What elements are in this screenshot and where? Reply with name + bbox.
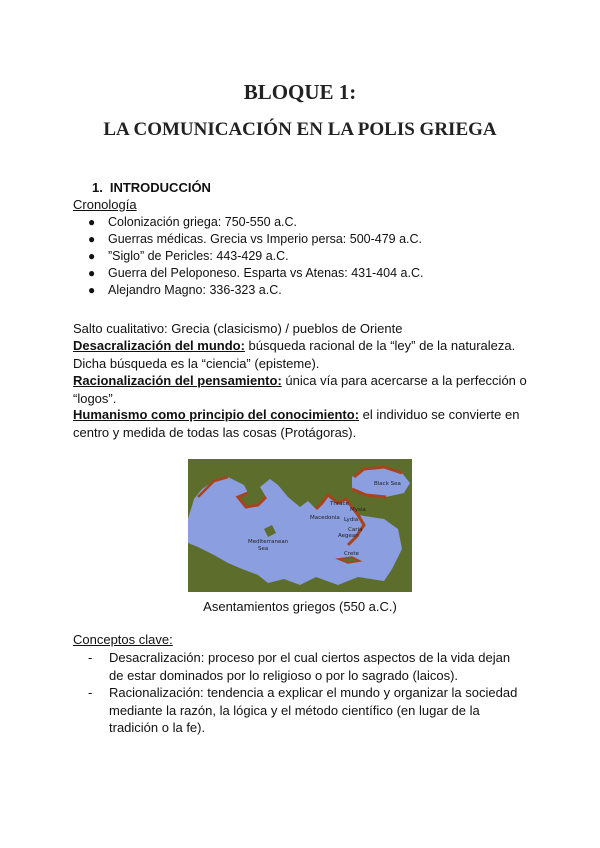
map-label-macedonia: Macedonia bbox=[310, 515, 340, 521]
bullet-icon: ● bbox=[88, 249, 96, 263]
map-label-aegean: Aegean bbox=[338, 533, 359, 539]
cronologia-label: Cronología bbox=[73, 197, 137, 212]
map-label-mysia: Mysia bbox=[350, 507, 366, 513]
list-item bbox=[88, 265, 423, 282]
list-item-text: Guerra del Peloponeso. Esparta vs Atenas: 431-404 a.C. bbox=[108, 266, 424, 280]
map-label-sea: Sea bbox=[258, 546, 269, 552]
list-item-text: ”Siglo” de Pericles: 443-429 a.C. bbox=[108, 249, 289, 263]
list-item bbox=[88, 214, 423, 231]
bullet-icon: ● bbox=[88, 232, 96, 246]
document-title: BLOQUE 1: bbox=[243, 80, 357, 104]
bullet-icon: ● bbox=[88, 215, 96, 229]
section-heading bbox=[92, 180, 211, 195]
bullet-icon: ● bbox=[88, 283, 96, 297]
dash-icon: - bbox=[88, 685, 93, 700]
list-item-text: Desacralización: proceso por el cual ciertos aspectos de la vida dejan de estar dominados por lo religioso o por lo sagrado (laicos). bbox=[109, 650, 511, 683]
list-item bbox=[88, 282, 423, 299]
humanismo-text: el individuo se convierte en centro y medida de todas las cosas (Protágoras). bbox=[73, 407, 520, 440]
bullet-icon: ● bbox=[88, 266, 96, 280]
racionalizacion-text: única vía para acercarse a la perfección o “logos”. bbox=[73, 373, 527, 406]
list-item-text: Racionalización: tendencia a explicar el mundo y organizar la sociedad mediante la razón, la lógica y el método científico (en lugar de la tradición o la fe). bbox=[109, 685, 518, 735]
conceptos-list bbox=[88, 649, 528, 737]
desacralizacion-text: búsqueda racional de la “ley” de la naturaleza. Dicha búsqueda es la “ciencia” (episteme). bbox=[73, 338, 516, 371]
conceptos-label: Conceptos clave: bbox=[73, 632, 173, 647]
map-label-lydia: Lydia bbox=[344, 517, 359, 523]
document-subtitle: LA COMUNICACIÓN EN LA POLIS GRIEGA bbox=[103, 119, 497, 140]
racionalizacion-paragraph bbox=[73, 372, 533, 407]
list-item-text: Guerras médicas. Grecia vs Imperio persa: 500-479 a.C. bbox=[108, 232, 423, 246]
list-item bbox=[88, 248, 423, 265]
list-item bbox=[88, 231, 423, 248]
desacralizacion-term: Desacralización del mundo: bbox=[73, 338, 245, 353]
humanismo-term: Humanismo como principio del conocimiento: bbox=[73, 407, 360, 422]
racionalizacion-term: Racionalización del pensamiento: bbox=[73, 373, 282, 388]
map-label-caria: Caria bbox=[348, 527, 363, 533]
dash-icon: - bbox=[88, 650, 93, 665]
map-label-thrace: Thrace bbox=[330, 501, 349, 507]
list-item-text: Alejandro Magno: 336-323 a.C. bbox=[108, 283, 282, 297]
map-image bbox=[188, 459, 412, 592]
section-title: INTRODUCCIÓN bbox=[109, 180, 211, 195]
list-item bbox=[88, 649, 528, 684]
cronologia-list bbox=[88, 214, 423, 299]
salto-paragraph: Salto cualitativo: Grecia (clasicismo) / pueblos de Oriente bbox=[73, 321, 403, 336]
map-label-mediterranean: Mediterranean bbox=[248, 539, 289, 545]
map-label-black-sea: Black Sea bbox=[374, 481, 401, 487]
list-item bbox=[88, 684, 528, 737]
greek-settlements-map bbox=[188, 459, 412, 592]
humanismo-paragraph bbox=[73, 406, 533, 441]
section-number: 1. bbox=[92, 180, 103, 195]
map-label-crete: Crete bbox=[344, 551, 359, 557]
map-caption: Asentamientos griegos (550 a.C.) bbox=[203, 599, 397, 614]
list-item-text: Colonización griega: 750-550 a.C. bbox=[108, 215, 298, 229]
desacralizacion-paragraph bbox=[73, 337, 533, 372]
